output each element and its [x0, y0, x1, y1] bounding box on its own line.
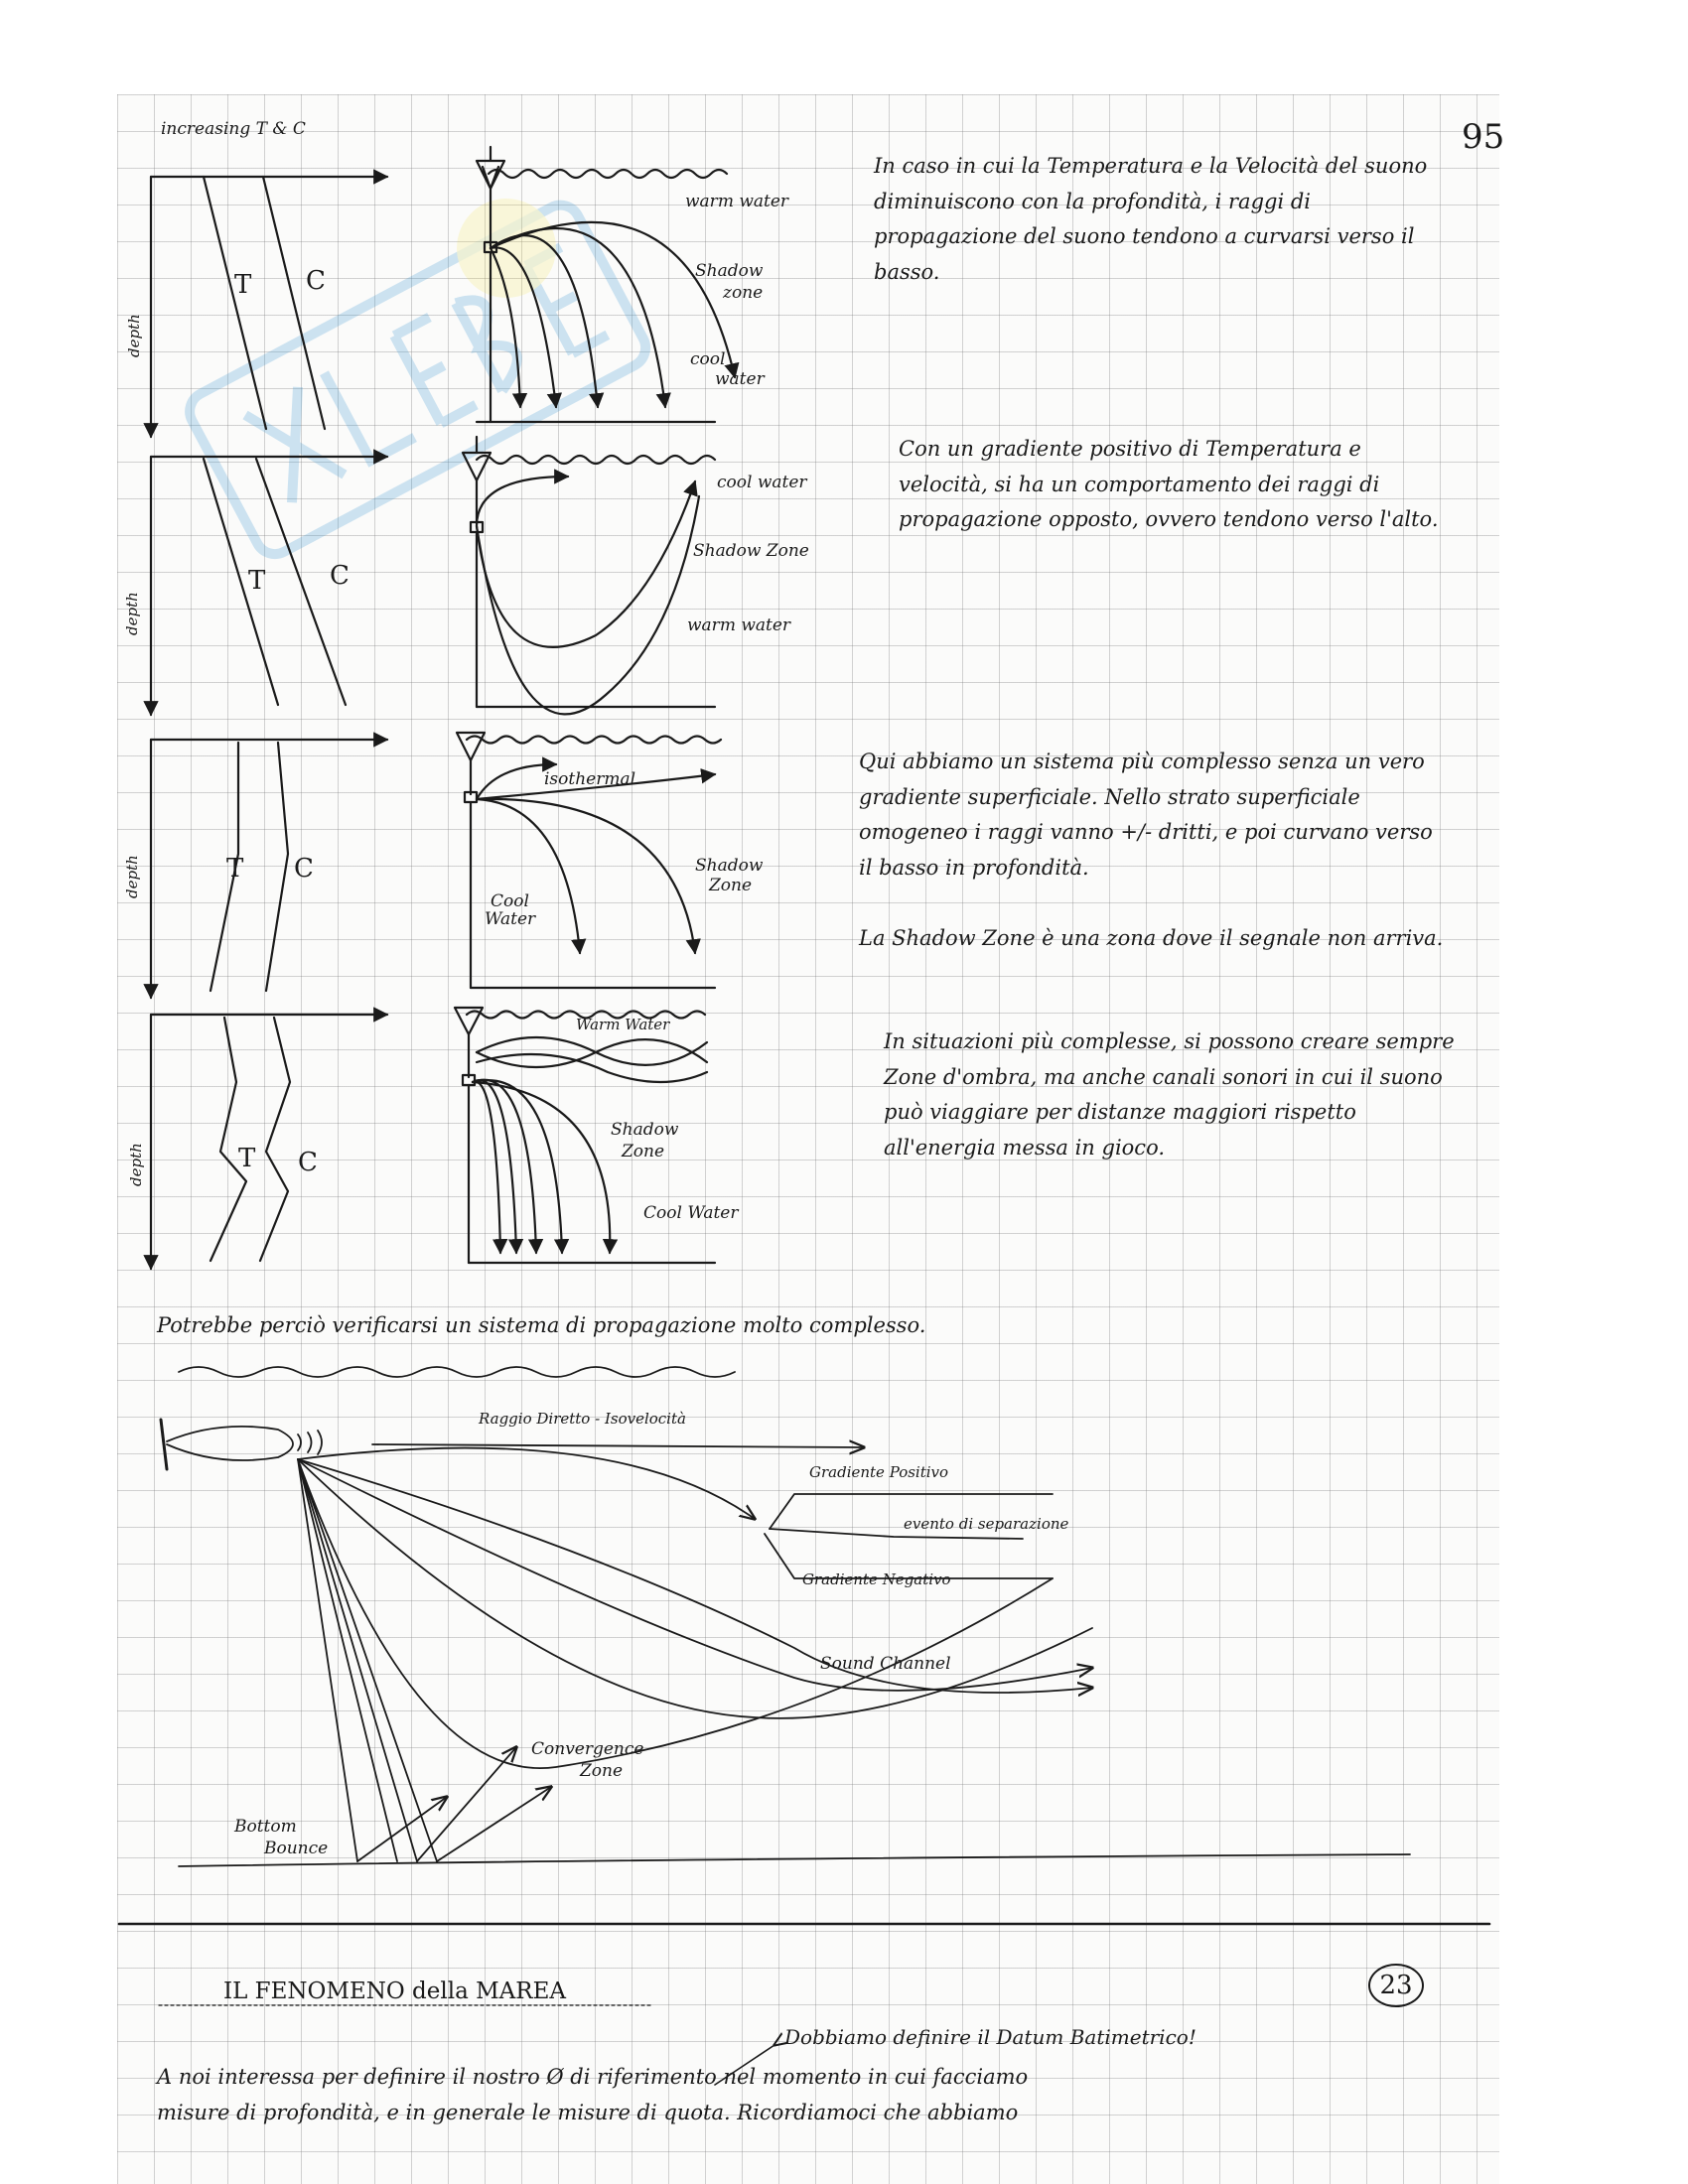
panel-1-paragraph: In caso in cui la Temperatura e la Velocità del suono diminuiscono con la profondità, i raggi di propagazione del suono tendono a curvarsi verso il basso. [874, 154, 1428, 284]
warm-water-label-1: warm water [685, 192, 789, 211]
convergence-zone-label-b: Zone [580, 1761, 624, 1781]
c-label-3: C [294, 854, 314, 884]
bottom-bounce-label-a: Bottom [234, 1817, 297, 1837]
tide-section-title: IL FENOMENO della MAREA [223, 1979, 566, 2004]
cool-water-label-1b: water [715, 369, 765, 389]
axis-top-label: increasing T & C [161, 119, 306, 139]
t-label-1: T [234, 270, 252, 300]
tide-paragraph-line-2: misure di profondità, e in generale le misure di quota. Ricordiamoci che abbiamo [157, 2101, 1019, 2124]
datum-annotation: Dobbiamo definire il Datum Batimetrico! [784, 2025, 1196, 2049]
shadow-zone-label-3a: Shadow [695, 856, 764, 876]
depth-label-2: depth [123, 592, 141, 635]
t-label-4: T [238, 1144, 256, 1173]
tide-paragraph-line-1: A noi interessa per definire il nostro Ø di riferimento nel momento in cui facciamo [157, 2065, 1029, 2089]
c-label-4: C [298, 1148, 318, 1177]
warm-water-label-2: warm water [687, 615, 791, 635]
t-label-2: T [248, 566, 266, 596]
warm-water-label-4: Warm Water [576, 1016, 670, 1033]
positive-gradient-label: Gradiente Positivo [809, 1463, 949, 1481]
summary-propagation-diagram [161, 1367, 1410, 1866]
panel-2-diagram [151, 437, 715, 715]
cool-water-label-3b: Water [485, 909, 536, 929]
cool-water-label-4: Cool Water [643, 1203, 739, 1223]
shadow-zone-label-1a: Shadow [695, 261, 764, 281]
shadow-zone-label-4b: Zone [622, 1142, 665, 1161]
sound-channel-label: Sound Channel [820, 1654, 951, 1674]
isothermal-label: isothermal [544, 769, 636, 789]
cool-water-label-2: cool water [717, 473, 807, 492]
page-number: 95 [1462, 117, 1505, 157]
panel-2-paragraph: Con un gradiente positivo di Temperatura e velocità, si ha un comportamento dei raggi di propagazione opposto, ovvero tendono verso l'alto. [899, 437, 1439, 531]
panel-3-paragraph-2: La Shadow Zone è una zona dove il segnale non arriva. [859, 926, 1444, 950]
cool-water-label-3a: Cool [491, 891, 529, 911]
t-label-3: T [226, 854, 244, 884]
bottom-bounce-label-b: Bounce [264, 1839, 329, 1858]
convergence-zone-label-a: Convergence [531, 1739, 644, 1759]
depth-label-4: depth [127, 1143, 145, 1186]
shadow-zone-label-1b: zone [723, 283, 764, 303]
direct-ray-label: Raggio Diretto - Isovelocità [479, 1410, 686, 1428]
shadow-zone-label-3b: Zone [709, 876, 753, 895]
depth-label-1: depth [125, 314, 143, 357]
shadow-zone-label-4a: Shadow [611, 1120, 679, 1140]
summary-sentence: Potrebbe perciò verificarsi un sistema di propagazione molto complesso. [157, 1313, 926, 1337]
c-label-1: C [306, 266, 326, 296]
shadow-zone-label-2: Shadow Zone [693, 541, 809, 561]
separation-event-label: evento di separazione [904, 1515, 1069, 1533]
negative-gradient-label: Gradiente Negativo [802, 1570, 951, 1588]
cool-water-label-1a: cool [690, 349, 726, 369]
c-label-2: C [330, 561, 350, 591]
page-number-circled: 23 [1368, 1964, 1424, 2007]
depth-label-3: depth [123, 855, 141, 898]
panel-4-paragraph: In situazioni più complesse, si possono creare sempre Zone d'ombra, ma anche canali sonori in cui il suono può viaggiare per distanze maggiori rispetto all'energia messa in gioco. [884, 1029, 1455, 1160]
panel-3-paragraph: Qui abbiamo un sistema più complesso senza un vero gradiente superficiale. Nello strato superficiale omogeneo i raggi vanno +/- dritti, e poi curvano verso il basso in profondità. [859, 750, 1433, 880]
